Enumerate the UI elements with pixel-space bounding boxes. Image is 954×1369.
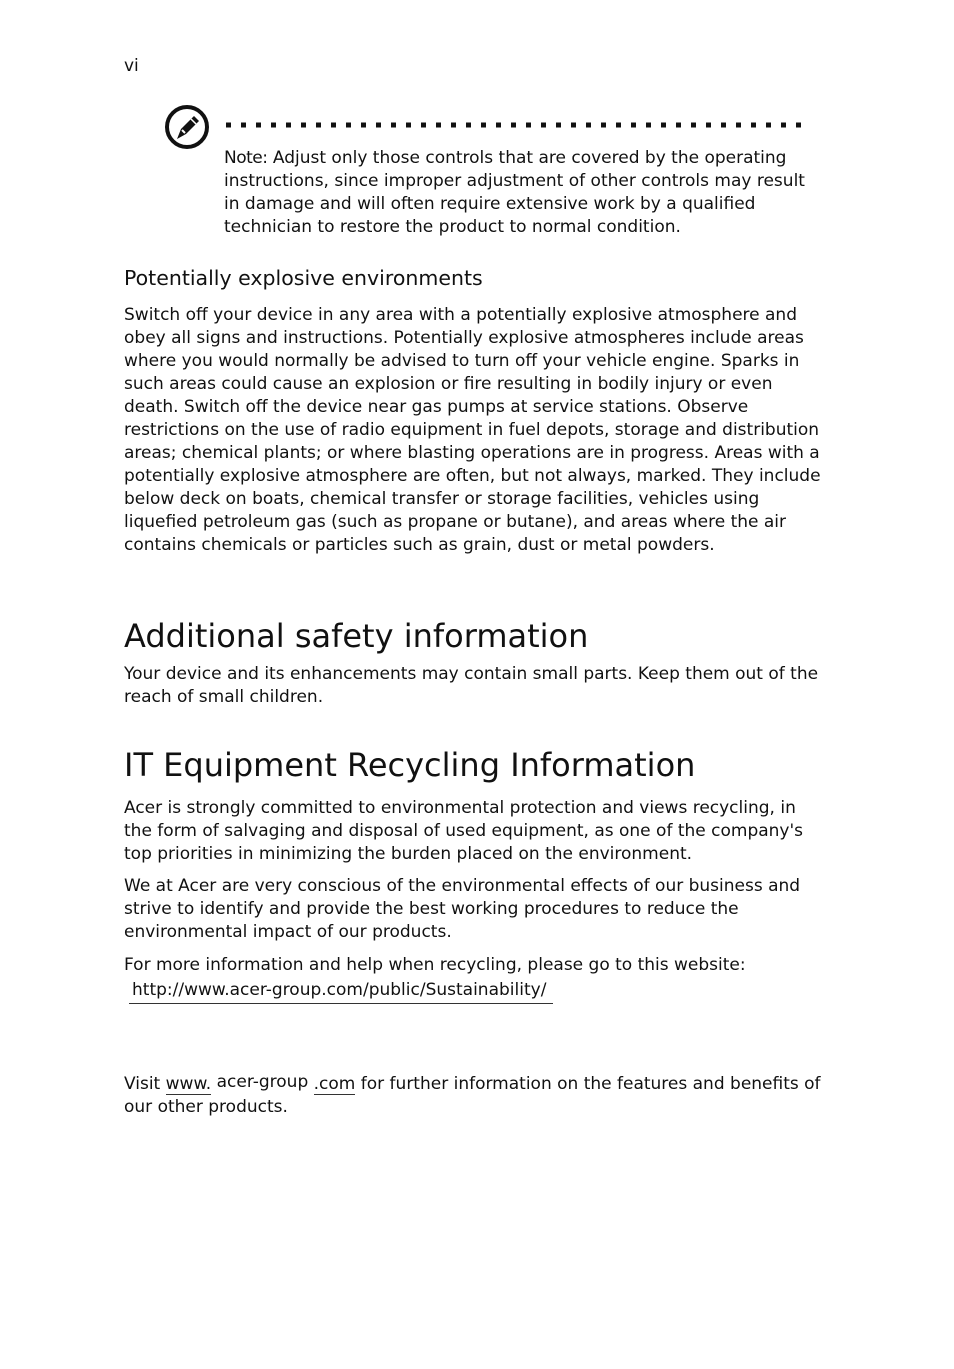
note-pen-icon xyxy=(164,104,210,150)
recycling-paragraph-1: Acer is strongly committed to environmental protection and views recycling, in the form of salvaging and disposal of used equipment, as one of the company's top priorities in minimizing the burden placed on the environment. xyxy=(124,798,804,864)
recycling-paragraph-2: We at Acer are very conscious of the environmental effects of our business and strive to identify and provide the best working procedures to reduce the environmental impact of our products. xyxy=(124,876,801,942)
recycling-heading: IT Equipment Recycling Information xyxy=(124,746,696,784)
website-link-www[interactable]: www. xyxy=(165,1074,212,1094)
additional-heading: Additional safety information xyxy=(124,617,589,655)
note-text: Adjust only those controls that are covered by the operating instructions, since improper adjustment of other controls may result in damage and will often require extensive work by a qualified technician to restore the product to normal condition. xyxy=(224,148,805,237)
page-number: vi xyxy=(124,56,139,76)
note-block xyxy=(224,147,810,239)
visit-paragraph xyxy=(124,1073,824,1119)
explosive-body: Switch off your device in any area with a potentially explosive atmosphere and obey all signs and instructions. Potentially explosive atmospheres include areas where you would normally be advised to turn off your vehicle engine. Sparks in such areas could cause an explosion or fire resulting in bodily injury or even death. Switch off the device near gas pumps at service stations. Observe restrictions on the use of radio equipment in fuel depots, storage and distribution areas; chemical plants; or where blasting operations are in progress. Areas with a potentially explosive atmosphere are often, but not always, marked. They include below deck on boats, chemical transfer or storage facilities, vehicles using liquefied petroleum gas (such as propane or butane), and areas where the air contains chemicals or particles such as grain, dust or metal powders. xyxy=(124,305,821,555)
sustainability-link[interactable]: http://www.acer-group.com/public/Sustainability/ xyxy=(132,980,547,1000)
visit-suffix: for further information on the features and benefits of our other products. xyxy=(124,1074,821,1117)
additional-body: Your device and its enhancements may contain small parts. Keep them out of the reach of small children. xyxy=(124,664,819,707)
recycling-paragraph-3: For more information and help when recycling, please go to this website: xyxy=(124,955,746,975)
note-dotted-divider xyxy=(224,122,810,128)
website-link-name[interactable]: acer-group xyxy=(211,1072,314,1092)
link-underline xyxy=(129,1003,553,1004)
note-label: Note: xyxy=(224,148,268,168)
explosive-heading: Potentially explosive environments xyxy=(124,266,483,290)
visit-prefix: Visit xyxy=(124,1074,166,1094)
website-link-com[interactable]: .com xyxy=(313,1074,356,1094)
